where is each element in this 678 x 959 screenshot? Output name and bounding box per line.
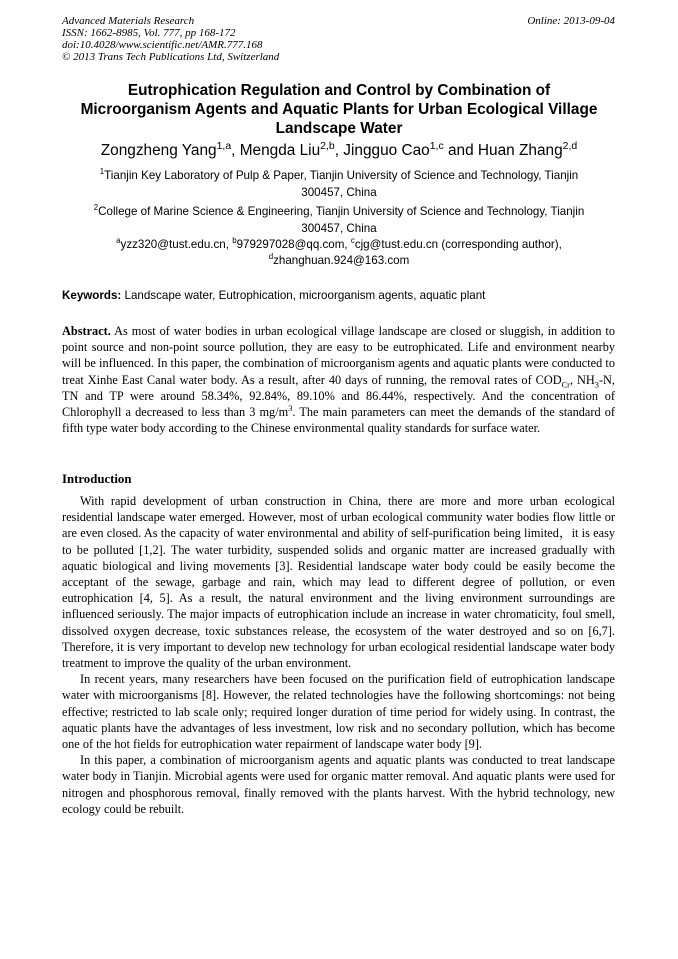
- title-line: Eutrophication Regulation and Control by Combination of: [127, 82, 551, 99]
- superscript: 3: [288, 403, 293, 413]
- issn-line: ISSN: 1662-8985, Vol. 777, pp 168-172: [62, 27, 236, 39]
- abstract-text: As most of water bodies in urban ecological village landscape are closed or sluggish, in addition to point source and non-point source pollution, they are easy to be eutrophicated. Life and environment nearby will be influenced. In this paper, the combination of microorganism agents and aquatic plants were conducted to treat Xinhe East Canal water body. As a result, after 40 days of running, the removal rates of COD: [62, 324, 615, 387]
- paragraph: In this paper, a combination of microorganism agents and aquatic plants was conducted to treat landscape water body in Tianjin. Microbial agents were used for organic matter removal. And aquatic plants were used for nitrogen and phosphorous removal, finally removed with the plants harvest. With the hybrid technology, new ecology could be rebuilt.: [62, 753, 615, 816]
- corresponding-note: (corresponding author),: [438, 238, 562, 251]
- author-affil-mark: 1,a: [216, 140, 232, 152]
- author-name: Jingguo Cao: [343, 142, 430, 159]
- author-emails: $^a$yzz320@tust.edu.cn, $^b$979297028@qq.com, $^c$cjg@tust.edu.cn (corresponding author), $^d$zhanghuan.924@163.com: [116, 236, 562, 267]
- affiliation-text: Tianjin Key Laboratory of Pulp & Paper, Tianjin University of Science and Technology, Tianjin: [104, 169, 579, 182]
- affiliation-1: [62, 167, 616, 201]
- author-name: Huan Zhang: [477, 142, 563, 159]
- email-link[interactable]: cjg@tust.edu.cn: [354, 238, 439, 251]
- author-name: Zongzheng Yang: [100, 142, 217, 159]
- abstract: [62, 323, 615, 436]
- abstract-text: -N, TN and TP were around 58.34%, 92.84%, 89.10% and 86.44%, respectively. And the concentration of Chlorophyll a decreased to less than 3 mg/m: [62, 372, 615, 420]
- author-list: [62, 141, 616, 161]
- keywords-label: Keywords:: [62, 289, 122, 302]
- introduction-body: [62, 493, 615, 817]
- paper-title: [62, 81, 616, 138]
- email-link[interactable]: 979297028@qq.com: [236, 238, 345, 251]
- paragraph: With rapid development of urban construction in China, there are more and more urban ecological residential landscape water emerged. However, most of urban ecological community water bodies flow little or are even closed. As the capacity of water environmental and ability of self-purification being limited，it is easy to be polluted [1,2]. The water turbidity, suspended solids and organic matter are increased gradually with aquatic biological and living movements [3]. Residential landscape water body could be easily become the acceptant of the sewage, garbage and rain, which may lead to different degree of pollution, or even eutrophication [4, 5]. As a result, the natural environment and the living environment surroundings are influenced seriously. The major impacts of eutrophication include an increase in water chromaticity, foul smell, dissolved oxygen decrease, toxic substances release, the ecosystem of the water destroyed and so on [6,7]. Therefore, it is very important to develop new technology for urban ecological residential landscape water body treatment to improve the quality of the urban environment.: [62, 494, 615, 671]
- abstract-text: , NH: [569, 372, 595, 387]
- affiliation-mark: 1: [99, 167, 105, 177]
- abstract-text: . The main parameters can meet the demands of the standard of fifth type water body according to the Chinese environmental quality standards for surface water.: [62, 405, 615, 436]
- keywords: [62, 288, 616, 304]
- affiliation-text: College of Marine Science & Engineering, Tianjin University of Science and Technology, Tianjin: [98, 205, 585, 218]
- author-separator: ,: [231, 142, 240, 159]
- email-link[interactable]: yzz320@tust.edu.cn: [120, 238, 226, 251]
- subscript: 3: [594, 380, 599, 390]
- title-line: Microorganism Agents and Aquatic Plants for Urban Ecological Village: [80, 101, 598, 118]
- journal-name: Advanced Materials Research: [62, 15, 195, 27]
- title-line: Landscape Water: [275, 120, 403, 137]
- subscript: Cr: [561, 380, 570, 390]
- online-date: Online: 2013-09-04: [527, 15, 615, 27]
- author-affil-mark: 1,c: [429, 140, 444, 152]
- affiliation-text: 300457, China: [301, 186, 377, 199]
- copyright-line: © 2013 Trans Tech Publications Ltd, Switzerland: [62, 51, 280, 63]
- affiliation-text: 300457, China: [301, 222, 377, 235]
- author-name: Mengda Liu: [239, 142, 321, 159]
- abstract-label: Abstract.: [62, 324, 111, 338]
- section-heading-introduction: Introduction: [62, 472, 132, 486]
- author-separator: ,: [334, 142, 344, 159]
- author-separator: and: [443, 142, 478, 159]
- affiliation-2: [62, 203, 616, 237]
- journal-header: [62, 15, 279, 63]
- doi-line: doi:10.4028/www.scientific.net/AMR.777.168: [62, 39, 263, 51]
- affiliation-mark: 2: [93, 203, 99, 213]
- author-affil-mark: 2,b: [320, 140, 335, 152]
- author-affil-mark: 2,d: [562, 140, 578, 152]
- email-link[interactable]: zhanghuan.924@163.com: [273, 254, 410, 267]
- keywords-text: Landscape water, Eutrophication, microorganism agents, aquatic plant: [121, 289, 486, 302]
- paragraph: In recent years, many researchers have been focused on the purification field of eutrophication landscape water with microorganisms [8]. However, the related technologies have the following shortcomings: not being effective; restricted to lab scale only; required longer duration of time period for widely using. In contrast, the aquatic plants have the advantages of less investment, low risk and no secondary pollution, which has become one of the hot fields for eutrophication water repairment of landscape water body [9].: [62, 672, 615, 752]
